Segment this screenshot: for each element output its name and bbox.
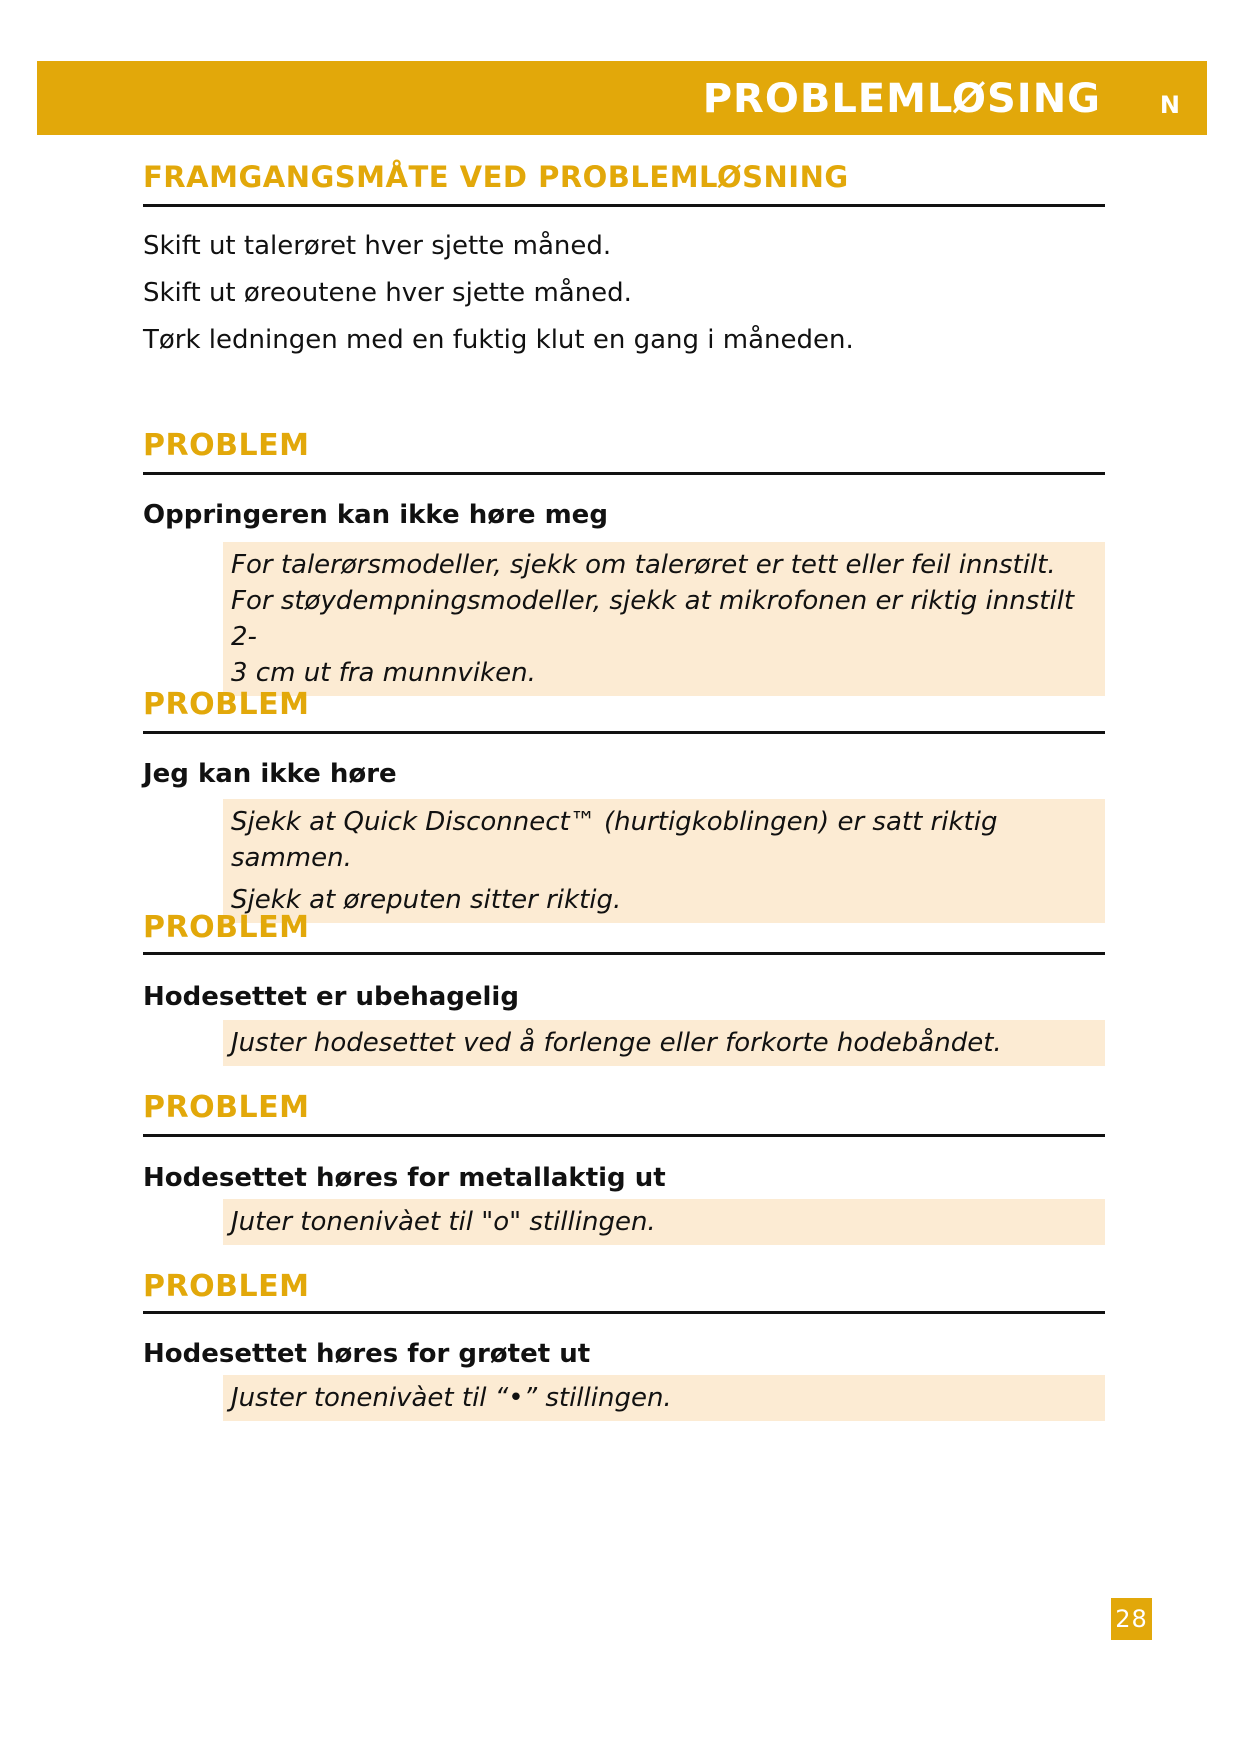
- solution-line: For støydempningsmodeller, sjekk at mikrofonen er riktig innstilt 2-: [231, 586, 1075, 652]
- solution-line: Sjekk at øreputen sitter riktig.: [231, 885, 622, 915]
- problem-label: PROBLEM: [143, 428, 310, 463]
- divider: [143, 1311, 1105, 1314]
- maintenance-item: Skift ut øreoutene hver sjette måned.: [143, 278, 632, 308]
- page-title: PROBLEMLØSING: [702, 76, 1101, 122]
- divider: [143, 204, 1105, 207]
- solution-line: For talerørsmodeller, sjekk om talerøret er tett eller feil innstilt.: [231, 550, 1056, 580]
- problem-label: PROBLEM: [143, 1090, 310, 1125]
- divider: [143, 1134, 1105, 1137]
- divider: [143, 472, 1105, 475]
- problem-heading: Jeg kan ikke høre: [143, 759, 397, 789]
- solution-line: Juster tonenivàet til “•” stillingen.: [231, 1383, 672, 1413]
- problem-label: PROBLEM: [143, 910, 310, 945]
- solution-box: [223, 799, 1105, 923]
- section-title: FRAMGANGSMÅTE VED PROBLEMLØSNING: [143, 160, 849, 194]
- problem-heading: Oppringeren kan ikke høre meg: [143, 500, 608, 530]
- page-number: 28: [1111, 1598, 1152, 1640]
- maintenance-item: Skift ut talerøret hver sjette måned.: [143, 231, 612, 261]
- solution-line: 3 cm ut fra munnviken.: [231, 658, 536, 688]
- maintenance-item: Tørk ledningen med en fuktig klut en gang i måneden.: [143, 325, 854, 355]
- solution-box: [223, 1020, 1105, 1066]
- solution-line: Juster hodesettet ved å forlenge eller forkorte hodebåndet.: [231, 1028, 1002, 1058]
- solution-box: [223, 1199, 1105, 1245]
- problem-label: PROBLEM: [143, 1269, 310, 1304]
- solution-box: [223, 1375, 1105, 1421]
- divider: [143, 731, 1105, 734]
- solution-line: Juter tonenivàet til "o" stillingen.: [231, 1207, 656, 1237]
- divider: [143, 952, 1105, 955]
- solution-line: Sjekk at Quick Disconnect™ (hurtigkoblingen) er satt riktig sammen.: [231, 807, 998, 873]
- problem-heading: Hodesettet er ubehagelig: [143, 982, 519, 1012]
- language-indicator: N: [1159, 91, 1180, 119]
- problem-heading: Hodesettet høres for grøtet ut: [143, 1339, 591, 1369]
- problem-label: PROBLEM: [143, 687, 310, 722]
- solution-box: [223, 542, 1105, 696]
- problem-heading: Hodesettet høres for metallaktig ut: [143, 1163, 666, 1193]
- header-bar: [37, 61, 1207, 135]
